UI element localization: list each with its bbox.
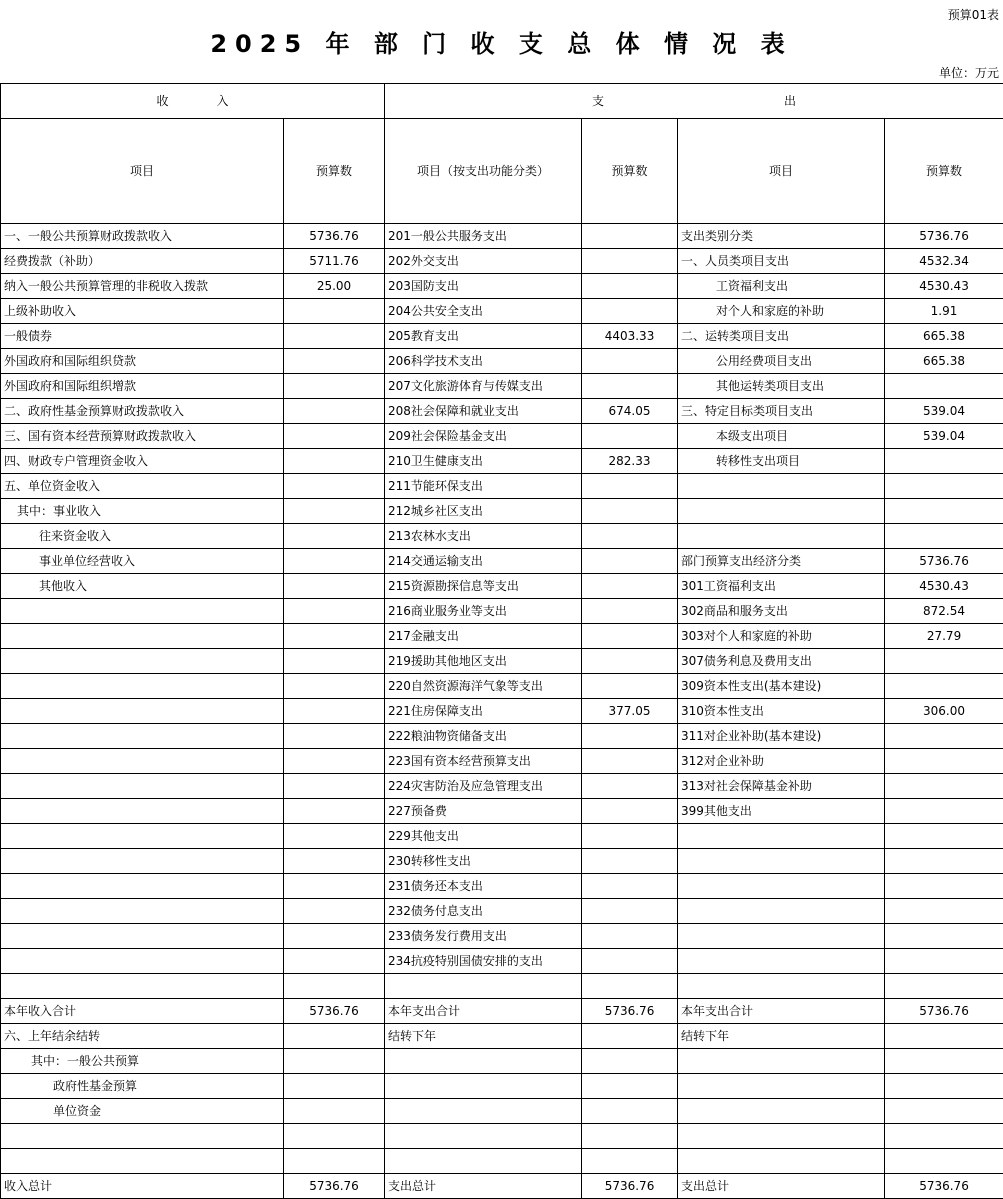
income-budget-cell — [284, 1149, 385, 1174]
header-row-1 — [1, 84, 1003, 119]
table-row — [1, 949, 1003, 974]
func-budget-cell — [582, 799, 678, 824]
eco-item-cell: 309资本性支出(基本建设) — [678, 674, 885, 699]
table-row — [1, 574, 1003, 599]
income-budget-cell — [284, 424, 385, 449]
form-number: 预算01表 — [947, 8, 999, 22]
func-budget-cell — [582, 899, 678, 924]
func-item-cell: 本年支出合计 — [385, 999, 582, 1024]
income-item-cell: 三、国有资本经营预算财政拨款收入 — [1, 424, 284, 449]
eco-budget-cell: 5736.76 — [885, 224, 1003, 249]
eco-budget-cell: 5736.76 — [885, 549, 1003, 574]
func-item-cell: 231债务还本支出 — [385, 874, 582, 899]
income-item-cell: 二、政府性基金预算财政拨款收入 — [1, 399, 284, 424]
table-row — [1, 324, 1003, 349]
eco-budget-cell: 665.38 — [885, 349, 1003, 374]
income-item-cell — [1, 824, 284, 849]
eco-budget-cell — [885, 1124, 1003, 1149]
income-budget-cell — [284, 599, 385, 624]
income-budget-cell: 5736.76 — [284, 224, 385, 249]
eco-item-cell: 399其他支出 — [678, 799, 885, 824]
func-budget-cell — [582, 849, 678, 874]
eco-budget-cell — [885, 799, 1003, 824]
func-budget-cell — [582, 674, 678, 699]
eco-budget-cell — [885, 874, 1003, 899]
table-row — [1, 224, 1003, 249]
table-row — [1, 1074, 1003, 1099]
eco-budget-cell — [885, 774, 1003, 799]
func-budget-cell — [582, 749, 678, 774]
income-item-cell — [1, 599, 284, 624]
income-budget-cell — [284, 1024, 385, 1049]
income-item-cell: 收入总计 — [1, 1174, 284, 1199]
eco-item-cell — [678, 949, 885, 974]
table-row — [1, 1024, 1003, 1049]
func-budget-cell — [582, 299, 678, 324]
func-item-cell: 209社会保险基金支出 — [385, 424, 582, 449]
income-budget-cell — [284, 649, 385, 674]
income-budget-cell — [284, 299, 385, 324]
func-item-cell: 220自然资源海洋气象等支出 — [385, 674, 582, 699]
table-row — [1, 1099, 1003, 1124]
eco-budget-cell — [885, 474, 1003, 499]
income-budget-cell: 5736.76 — [284, 1174, 385, 1199]
eco-item-cell: 部门预算支出经济分类 — [678, 549, 885, 574]
eco-budget-cell — [885, 524, 1003, 549]
func-item-cell: 212城乡社区支出 — [385, 499, 582, 524]
func-item-cell: 224灾害防治及应急管理支出 — [385, 774, 582, 799]
income-budget-cell — [284, 774, 385, 799]
income-budget-cell — [284, 549, 385, 574]
eco-item-cell — [678, 1149, 885, 1174]
func-item-cell: 206科学技术支出 — [385, 349, 582, 374]
eco-item-cell — [678, 1049, 885, 1074]
func-budget-cell — [582, 824, 678, 849]
eco-item-cell: 302商品和服务支出 — [678, 599, 885, 624]
income-budget-cell — [284, 674, 385, 699]
income-item-cell: 其中：一般公共预算 — [1, 1049, 284, 1074]
page-title: 2025 年 部 门 收 支 总 体 情 况 表 — [210, 30, 793, 58]
eco-budget-cell — [885, 374, 1003, 399]
func-budget-cell: 4403.33 — [582, 324, 678, 349]
income-budget-cell — [284, 449, 385, 474]
income-budget-cell — [284, 974, 385, 999]
income-item-cell: 一、一般公共预算财政拨款收入 — [1, 224, 284, 249]
func-budget-cell: 5736.76 — [582, 999, 678, 1024]
table-row — [1, 899, 1003, 924]
eco-budget-cell: 539.04 — [885, 399, 1003, 424]
eco-item-cell — [678, 499, 885, 524]
func-item-cell: 234抗疫特别国债安排的支出 — [385, 949, 582, 974]
func-budget-cell — [582, 874, 678, 899]
table-row — [1, 1124, 1003, 1149]
func-item-cell: 202外交支出 — [385, 249, 582, 274]
eco-budget-cell — [885, 899, 1003, 924]
income-item-cell — [1, 724, 284, 749]
func-item-cell: 229其他支出 — [385, 824, 582, 849]
income-item-cell — [1, 1124, 284, 1149]
unit-label: 单位：万元 — [938, 66, 999, 80]
table-row — [1, 774, 1003, 799]
eco-item-cell: 312对企业补助 — [678, 749, 885, 774]
table-row — [1, 474, 1003, 499]
income-item-cell: 纳入一般公共预算管理的非税收入拨款 — [1, 274, 284, 299]
eco-budget-cell — [885, 649, 1003, 674]
table-row — [1, 1149, 1003, 1174]
eco-item-cell — [678, 874, 885, 899]
eco-item-cell: 支出类别分类 — [678, 224, 885, 249]
income-item-cell: 一般债券 — [1, 324, 284, 349]
income-item-cell: 单位资金 — [1, 1099, 284, 1124]
func-budget-cell — [582, 1074, 678, 1099]
eco-item-cell: 一、人员类项目支出 — [678, 249, 885, 274]
header-row-2 — [1, 119, 1003, 224]
income-budget-cell — [284, 799, 385, 824]
func-item-cell — [385, 1124, 582, 1149]
eco-budget-cell — [885, 1099, 1003, 1124]
eco-item-cell: 公用经费项目支出 — [678, 349, 885, 374]
func-budget-cell — [582, 599, 678, 624]
func-item-cell: 203国防支出 — [385, 274, 582, 299]
func-budget-cell — [582, 374, 678, 399]
table-row — [1, 649, 1003, 674]
func-budget-cell — [582, 424, 678, 449]
func-item-cell — [385, 1049, 582, 1074]
income-item-cell — [1, 674, 284, 699]
eco-item-cell — [678, 849, 885, 874]
func-budget-cell — [582, 1124, 678, 1149]
income-item-cell: 四、财政专户管理资金收入 — [1, 449, 284, 474]
income-item-cell — [1, 924, 284, 949]
table-row — [1, 799, 1003, 824]
table-row — [1, 874, 1003, 899]
func-item-cell: 215资源勘探信息等支出 — [385, 574, 582, 599]
table-row — [1, 599, 1003, 624]
income-item-cell: 本年收入合计 — [1, 999, 284, 1024]
income-budget-cell — [284, 1124, 385, 1149]
func-item-cell: 216商业服务业等支出 — [385, 599, 582, 624]
income-item-cell — [1, 874, 284, 899]
eco-budget-cell: 665.38 — [885, 324, 1003, 349]
budget-table — [0, 83, 1003, 1199]
func-item-cell — [385, 1099, 582, 1124]
expense-header: 支 出 — [385, 84, 1003, 119]
income-item-cell: 五、单位资金收入 — [1, 474, 284, 499]
income-budget-cell — [284, 874, 385, 899]
income-item-cell — [1, 799, 284, 824]
income-item-cell: 政府性基金预算 — [1, 1074, 284, 1099]
income-budget-cell — [284, 524, 385, 549]
table-row — [1, 999, 1003, 1024]
eco-item-cell: 本年支出合计 — [678, 999, 885, 1024]
func-budget-cell — [582, 524, 678, 549]
income-budget-cell — [284, 949, 385, 974]
income-header: 收 入 — [1, 84, 385, 119]
func-budget-cell — [582, 224, 678, 249]
table-row — [1, 299, 1003, 324]
table-row — [1, 699, 1003, 724]
income-item-cell — [1, 774, 284, 799]
table-row — [1, 374, 1003, 399]
func-item-cell: 222粮油物资储备支出 — [385, 724, 582, 749]
func-item-cell: 233债务发行费用支出 — [385, 924, 582, 949]
eco-item-cell: 二、运转类项目支出 — [678, 324, 885, 349]
func-budget-cell — [582, 1024, 678, 1049]
income-item-cell: 往来资金收入 — [1, 524, 284, 549]
table-row — [1, 974, 1003, 999]
eco-item-cell: 工资福利支出 — [678, 274, 885, 299]
income-budget-cell — [284, 699, 385, 724]
func-item-cell: 214交通运输支出 — [385, 549, 582, 574]
func-item-cell: 227预备费 — [385, 799, 582, 824]
income-item-cell: 外国政府和国际组织贷款 — [1, 349, 284, 374]
eco-item-cell: 支出总计 — [678, 1174, 885, 1199]
func-item-cell: 213农林水支出 — [385, 524, 582, 549]
func-budget-cell: 674.05 — [582, 399, 678, 424]
income-item-cell: 六、上年结余结转 — [1, 1024, 284, 1049]
func-item-cell: 219援助其他地区支出 — [385, 649, 582, 674]
func-budget-cell — [582, 774, 678, 799]
func-item-cell: 208社会保障和就业支出 — [385, 399, 582, 424]
eco-budget-cell: 5736.76 — [885, 1174, 1003, 1199]
func-budget-cell — [582, 349, 678, 374]
func-item-cell — [385, 974, 582, 999]
eco-budget-cell — [885, 1149, 1003, 1174]
eco-item-cell: 313对社会保障基金补助 — [678, 774, 885, 799]
table-row — [1, 1049, 1003, 1074]
income-budget-cell: 5736.76 — [284, 999, 385, 1024]
income-item-cell — [1, 749, 284, 774]
income-budget-cell: 5711.76 — [284, 249, 385, 274]
func-budget-cell — [582, 249, 678, 274]
income-budget-cell — [284, 574, 385, 599]
table-row — [1, 274, 1003, 299]
eco-budget-cell — [885, 1074, 1003, 1099]
income-budget-cell — [284, 824, 385, 849]
income-item-cell — [1, 624, 284, 649]
table-row — [1, 424, 1003, 449]
func-item-cell: 223国有资本经营预算支出 — [385, 749, 582, 774]
eco-item-cell — [678, 1099, 885, 1124]
eco-item-cell: 转移性支出项目 — [678, 449, 885, 474]
func-budget-cell — [582, 274, 678, 299]
eco-item-cell: 其他运转类项目支出 — [678, 374, 885, 399]
func-item-cell — [385, 1149, 582, 1174]
eco-item-cell — [678, 974, 885, 999]
table-row — [1, 824, 1003, 849]
func-budget-cell — [582, 1149, 678, 1174]
func-item-cell: 204公共安全支出 — [385, 299, 582, 324]
eco-budget-cell: 4530.43 — [885, 574, 1003, 599]
table-row — [1, 349, 1003, 374]
table-row — [1, 674, 1003, 699]
eco-item-cell: 301工资福利支出 — [678, 574, 885, 599]
eco-budget-cell — [885, 1049, 1003, 1074]
income-budget-cell — [284, 399, 385, 424]
func-item-cell: 支出总计 — [385, 1174, 582, 1199]
eco-budget-header: 预算数 — [885, 119, 1003, 224]
func-budget-cell — [582, 974, 678, 999]
income-item-cell: 经费拨款（补助） — [1, 249, 284, 274]
func-item-cell: 210卫生健康支出 — [385, 449, 582, 474]
table-row — [1, 249, 1003, 274]
eco-item-header: 项目 — [678, 119, 885, 224]
eco-budget-cell — [885, 849, 1003, 874]
eco-item-cell: 310资本性支出 — [678, 699, 885, 724]
eco-budget-cell: 1.91 — [885, 299, 1003, 324]
func-budget-cell — [582, 649, 678, 674]
table-row — [1, 724, 1003, 749]
eco-budget-cell — [885, 974, 1003, 999]
table-row — [1, 524, 1003, 549]
eco-item-cell: 303对个人和家庭的补助 — [678, 624, 885, 649]
eco-item-cell — [678, 824, 885, 849]
eco-budget-cell: 872.54 — [885, 599, 1003, 624]
func-budget-cell — [582, 499, 678, 524]
income-budget-cell — [284, 1074, 385, 1099]
func-item-cell: 232债务付息支出 — [385, 899, 582, 924]
eco-item-cell — [678, 1124, 885, 1149]
eco-budget-cell — [885, 499, 1003, 524]
eco-budget-cell — [885, 824, 1003, 849]
income-item-cell — [1, 974, 284, 999]
func-budget-cell — [582, 1099, 678, 1124]
income-budget-cell — [284, 899, 385, 924]
income-budget-cell — [284, 374, 385, 399]
income-item-cell — [1, 1149, 284, 1174]
eco-budget-cell — [885, 949, 1003, 974]
income-item-cell: 事业单位经营收入 — [1, 549, 284, 574]
income-item-cell — [1, 699, 284, 724]
eco-budget-cell — [885, 924, 1003, 949]
func-budget-cell — [582, 1049, 678, 1074]
func-item-cell: 217金融支出 — [385, 624, 582, 649]
income-item-cell: 其中：事业收入 — [1, 499, 284, 524]
func-item-cell: 211节能环保支出 — [385, 474, 582, 499]
income-budget-cell — [284, 624, 385, 649]
table-row — [1, 849, 1003, 874]
func-item-cell: 205教育支出 — [385, 324, 582, 349]
eco-item-cell: 307债务利息及费用支出 — [678, 649, 885, 674]
eco-item-cell: 本级支出项目 — [678, 424, 885, 449]
eco-item-cell — [678, 899, 885, 924]
income-budget-cell — [284, 349, 385, 374]
eco-budget-cell: 27.79 — [885, 624, 1003, 649]
table-row — [1, 624, 1003, 649]
eco-budget-cell: 306.00 — [885, 699, 1003, 724]
income-item-cell: 其他收入 — [1, 574, 284, 599]
table-row — [1, 549, 1003, 574]
func-item-cell: 221住房保障支出 — [385, 699, 582, 724]
func-budget-cell: 5736.76 — [582, 1174, 678, 1199]
func-item-cell — [385, 1074, 582, 1099]
table-row — [1, 399, 1003, 424]
eco-item-cell — [678, 1074, 885, 1099]
func-budget-cell — [582, 474, 678, 499]
income-budget-cell — [284, 474, 385, 499]
func-budget-cell — [582, 549, 678, 574]
table-row — [1, 499, 1003, 524]
income-budget-cell — [284, 499, 385, 524]
func-item-cell: 230转移性支出 — [385, 849, 582, 874]
func-budget-cell — [582, 949, 678, 974]
income-budget-cell — [284, 849, 385, 874]
func-item-cell: 201一般公共服务支出 — [385, 224, 582, 249]
income-item-header: 项目 — [1, 119, 284, 224]
income-budget-cell: 25.00 — [284, 274, 385, 299]
eco-item-cell: 三、特定目标类项目支出 — [678, 399, 885, 424]
income-item-cell: 外国政府和国际组织增款 — [1, 374, 284, 399]
income-budget-cell — [284, 749, 385, 774]
eco-budget-cell: 539.04 — [885, 424, 1003, 449]
func-budget-cell — [582, 624, 678, 649]
income-item-cell: 上级补助收入 — [1, 299, 284, 324]
eco-item-cell — [678, 924, 885, 949]
income-item-cell — [1, 649, 284, 674]
func-budget-cell — [582, 924, 678, 949]
eco-budget-cell: 4532.34 — [885, 249, 1003, 274]
table-row — [1, 749, 1003, 774]
income-budget-cell — [284, 324, 385, 349]
eco-budget-cell: 4530.43 — [885, 274, 1003, 299]
eco-budget-cell — [885, 724, 1003, 749]
func-budget-cell — [582, 724, 678, 749]
eco-budget-cell — [885, 1024, 1003, 1049]
table-row — [1, 449, 1003, 474]
func-budget-header: 预算数 — [582, 119, 678, 224]
func-item-header: 项目（按支出功能分类） — [385, 119, 582, 224]
func-item-cell: 结转下年 — [385, 1024, 582, 1049]
func-budget-cell: 282.33 — [582, 449, 678, 474]
income-item-cell — [1, 899, 284, 924]
func-budget-cell: 377.05 — [582, 699, 678, 724]
eco-item-cell — [678, 474, 885, 499]
income-budget-cell — [284, 924, 385, 949]
eco-budget-cell — [885, 674, 1003, 699]
table-row — [1, 1174, 1003, 1199]
eco-item-cell: 结转下年 — [678, 1024, 885, 1049]
table-row — [1, 924, 1003, 949]
income-budget-cell — [284, 1049, 385, 1074]
eco-budget-cell — [885, 449, 1003, 474]
func-item-cell: 207文化旅游体育与传媒支出 — [385, 374, 582, 399]
income-item-cell — [1, 949, 284, 974]
income-budget-cell — [284, 724, 385, 749]
eco-budget-cell — [885, 749, 1003, 774]
eco-item-cell — [678, 524, 885, 549]
eco-budget-cell: 5736.76 — [885, 999, 1003, 1024]
eco-item-cell: 311对企业补助(基本建设) — [678, 724, 885, 749]
eco-item-cell: 对个人和家庭的补助 — [678, 299, 885, 324]
income-budget-cell — [284, 1099, 385, 1124]
income-item-cell — [1, 849, 284, 874]
func-budget-cell — [582, 574, 678, 599]
income-budget-header: 预算数 — [284, 119, 385, 224]
